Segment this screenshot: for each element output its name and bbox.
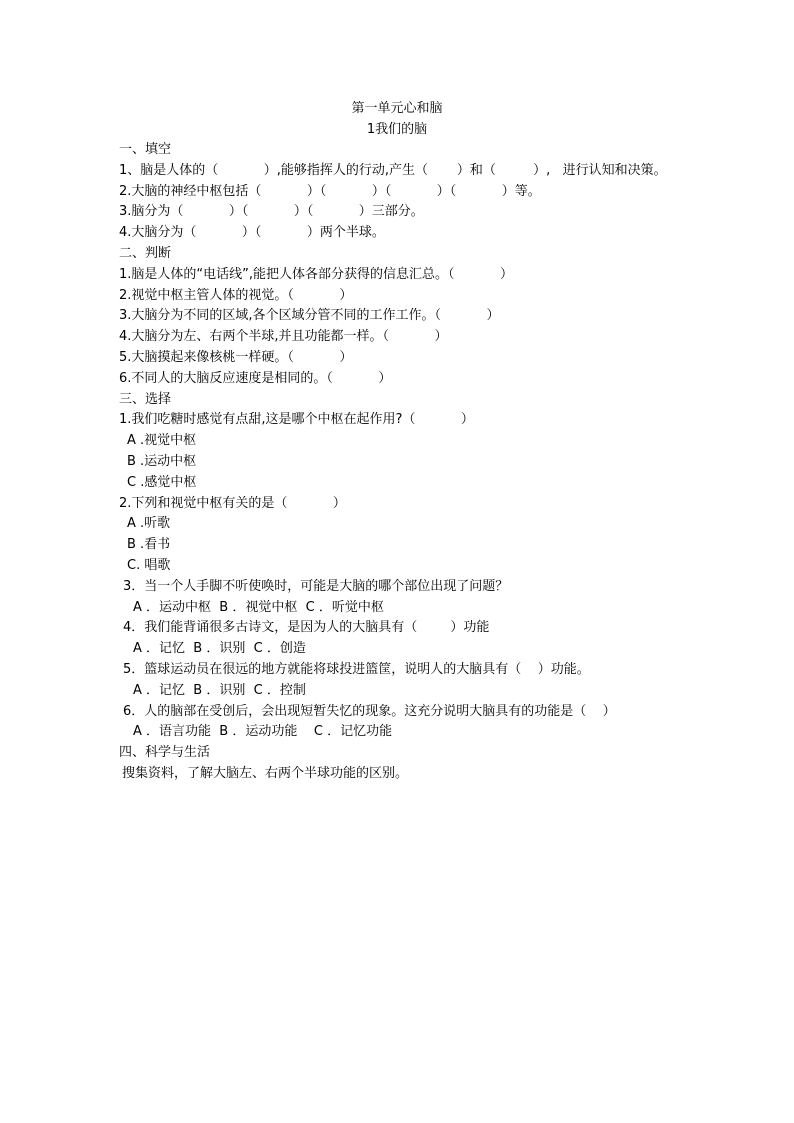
judge-question-3: 3.大脑分为不同的区域,各个区域分管不同的工作工作。（ ） [119, 308, 500, 324]
choice-2-option-a: A .听歌 [127, 516, 171, 532]
choice-3-options: A ．运动中枢 B ．视觉中枢 C ．听觉中枢 [133, 599, 384, 615]
section-heading-life: 四、科学与生活 [119, 745, 211, 761]
choice-1-option-b: B .运动中枢 [127, 453, 197, 469]
judge-question-2: 2.视觉中枢主管人体的视觉。（ ） [119, 287, 353, 303]
choice-question-6: 6．人的脑部在受创后，会出现短暂失忆的现象。这充分说明大脑具有的功能是（ ） [123, 703, 616, 719]
choice-2-option-c: C. 唱歌 [127, 557, 171, 573]
choice-question-5: 5．篮球运动员在很远的地方就能将球投进篮筐，说明人的大脑具有（ ）功能。 [123, 661, 590, 677]
section-heading-fill: 一、填空 [119, 142, 172, 157]
unit-title: 第一单元心和脑 [351, 101, 443, 116]
choice-question-1: 1.我们吃糖时感觉有点甜,这是哪个中枢在起作用?（ ） [119, 412, 474, 428]
section-heading-choice: 三、选择 [119, 391, 172, 407]
choice-4-options: A ．记忆 B ．识别 C ．创造 [133, 641, 306, 657]
section-heading-judge: 二、判断 [119, 245, 172, 261]
choice-1-option-c: C .感觉中枢 [127, 474, 197, 490]
choice-5-options: A ．记忆 B ．识别 C ．控制 [133, 682, 306, 698]
choice-question-2: 2.下列和视觉中枢有关的是（ ） [119, 495, 346, 511]
lesson-title: 1我们的脑 [366, 122, 428, 137]
judge-question-6: 6.不同人的大脑反应速度是相同的。（ ） [119, 370, 392, 386]
fill-question-3: 3.脑分为（ ）（ ）（ ）三部分。 [119, 204, 424, 220]
choice-2-option-b: B .看书 [127, 537, 171, 553]
fill-question-2: 2.大脑的神经中枢包括（ ）（ ）（ ）（ ）等。 [119, 183, 541, 199]
choice-question-3: 3．当一个人手脚不听使唤时，可能是大脑的哪个部位出现了问题？ [123, 578, 509, 594]
judge-question-1: 1.脑是人体的“电话线”,能把人体各部分获得的信息汇总。（ ） [119, 266, 513, 282]
judge-question-4: 4.大脑分为左、右两个半球,并且功能都一样。（ ） [119, 329, 448, 345]
life-activity-text: 搜集资料，了解大脑左、右两个半球功能的区别。 [122, 765, 409, 781]
choice-1-option-a: A .视觉中枢 [127, 433, 197, 449]
choice-question-4: 4．我们能背诵很多古诗文，是因为人的大脑具有（ ）功能 [123, 620, 490, 636]
choice-6-options: A ．语言功能 B ．运动功能 C ．记忆功能 [133, 724, 393, 740]
judge-question-5: 5.大脑摸起来像核桃一样硬。（ ） [119, 349, 353, 365]
fill-question-4: 4.大脑分为（ ）（ ）两个半球。 [119, 225, 385, 241]
fill-question-1: 1、脑是人体的（ ）,能够指挥人的行动,产生（ ）和（ ）, 进行认知和决策。 [119, 162, 667, 178]
worksheet-body [119, 140, 759, 785]
